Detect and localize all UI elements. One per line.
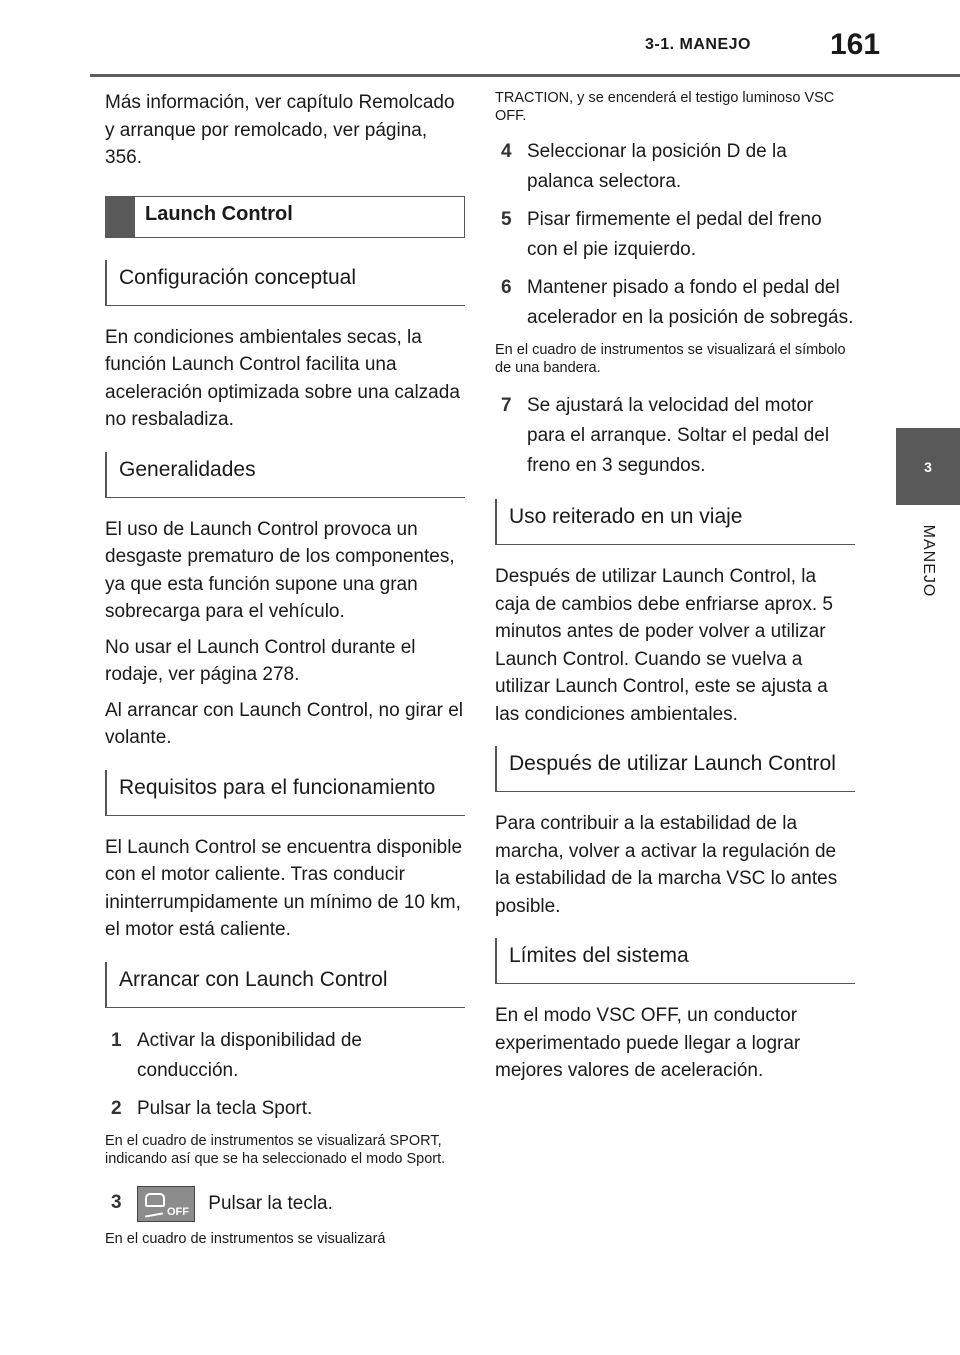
chapter-number: 3 xyxy=(924,458,932,475)
step-4 xyxy=(495,137,855,197)
general-paragraph-3: Al arrancar con Launch Control, no girar el volante. xyxy=(105,699,464,748)
concept-heading: Configuración conceptual xyxy=(105,260,465,306)
left-column xyxy=(105,89,465,1262)
header-divider xyxy=(90,74,960,77)
step-1 xyxy=(105,1026,465,1086)
chapter-label: MANEJO xyxy=(920,524,937,598)
requirements-heading: Requisitos para el funcionamiento xyxy=(105,770,465,816)
step-2 xyxy=(105,1094,465,1124)
step-7 xyxy=(495,391,855,481)
step-5 xyxy=(495,205,855,265)
step-text: Seleccionar la posición D de la palanca selectora. xyxy=(527,141,787,192)
step-number: 7 xyxy=(501,395,512,416)
step-number: 2 xyxy=(111,1097,122,1119)
after-use-heading: Después de utilizar Launch Control xyxy=(495,746,855,792)
note-flag: En el cuadro de instrumentos se visualizará el símbolo de una bandera. xyxy=(495,342,846,376)
step-6 xyxy=(495,273,855,333)
requirements-paragraph: El Launch Control se encuentra disponible con el motor caliente. Tras conducir ininterrumpidamente un mínimo de 10 km, el motor está caliente. xyxy=(105,836,463,940)
launch-control-heading xyxy=(105,196,465,238)
step-3 xyxy=(105,1182,465,1222)
step-number: 3 xyxy=(111,1191,122,1213)
note-traction: En el cuadro de instrumentos se visualizará xyxy=(105,1230,386,1247)
note-traction-continued: TRACTION, y se encenderá el testigo luminoso VSC OFF. xyxy=(495,90,835,124)
reuse-heading: Uso reiterado en un viaje xyxy=(495,499,855,545)
step-text: Pulsar la tecla Sport. xyxy=(137,1097,313,1119)
limits-heading: Límites del sistema xyxy=(495,938,855,984)
heading-bar xyxy=(105,196,135,238)
step-number: 1 xyxy=(111,1029,122,1051)
car-icon xyxy=(145,1193,165,1207)
step-text: Mantener pisado a fondo el pedal del acelerador en la posición de sobregás. xyxy=(527,277,854,328)
step-number: 6 xyxy=(501,277,512,298)
step-number: 5 xyxy=(501,209,512,230)
right-column xyxy=(495,89,855,1093)
off-label: OFF xyxy=(167,1205,189,1218)
general-paragraph-1: El uso de Launch Control provoca un desgaste prematuro de los componentes, ya que esta función supone una gran sobrecarga para el vehículo. xyxy=(105,518,455,622)
skid-mark xyxy=(145,1212,163,1217)
after-use-paragraph: Para contribuir a la estabilidad de la marcha, volver a activar la regulación de la estabilidad de la marcha VSC lo antes posible. xyxy=(495,813,838,917)
step-text: Pisar firmemente el pedal del freno con el pie izquierdo. xyxy=(527,209,822,260)
intro-paragraph: Más información, ver capítulo Remolcado y arranque por remolcado, ver página, 356. xyxy=(105,92,455,168)
page-number: 161 xyxy=(830,28,881,61)
section-title: 3-1. MANEJO xyxy=(645,36,751,53)
chapter-tab[interactable] xyxy=(896,428,960,505)
concept-paragraph: En condiciones ambientales secas, la función Launch Control facilita una aceleración optimizada sobre una calzada no resbaladiza. xyxy=(105,326,460,430)
vsc-off-icon xyxy=(137,1186,195,1222)
step-text: Activar la disponibilidad de conducción. xyxy=(137,1029,362,1081)
reuse-paragraph: Después de utilizar Launch Control, la caja de cambios debe enfriarse aprox. 5 minutos antes de poder volver a utilizar Launch Control. Cuando se vuelva a utilizar Launch Control, este se ajusta a las condiciones ambientales. xyxy=(495,566,833,725)
general-paragraph-2: No usar el Launch Control durante el rodaje, ver página 278. xyxy=(105,636,416,685)
start-heading: Arrancar con Launch Control xyxy=(105,962,465,1008)
note-sport: En el cuadro de instrumentos se visualizará SPORT, indicando así que se ha seleccionado el modo Sport. xyxy=(105,1132,446,1167)
step-text: Se ajustará la velocidad del motor para el arranque. Soltar el pedal del freno en 3 segundos. xyxy=(527,395,830,476)
launch-control-title: Launch Control xyxy=(145,202,293,225)
general-heading: Generalidades xyxy=(105,452,465,498)
step-text: Pulsar la tecla. xyxy=(208,1192,333,1214)
limits-paragraph: En el modo VSC OFF, un conductor experimentado puede llegar a lograr mejores valores de aceleración. xyxy=(495,1005,801,1081)
step-number: 4 xyxy=(501,141,512,162)
